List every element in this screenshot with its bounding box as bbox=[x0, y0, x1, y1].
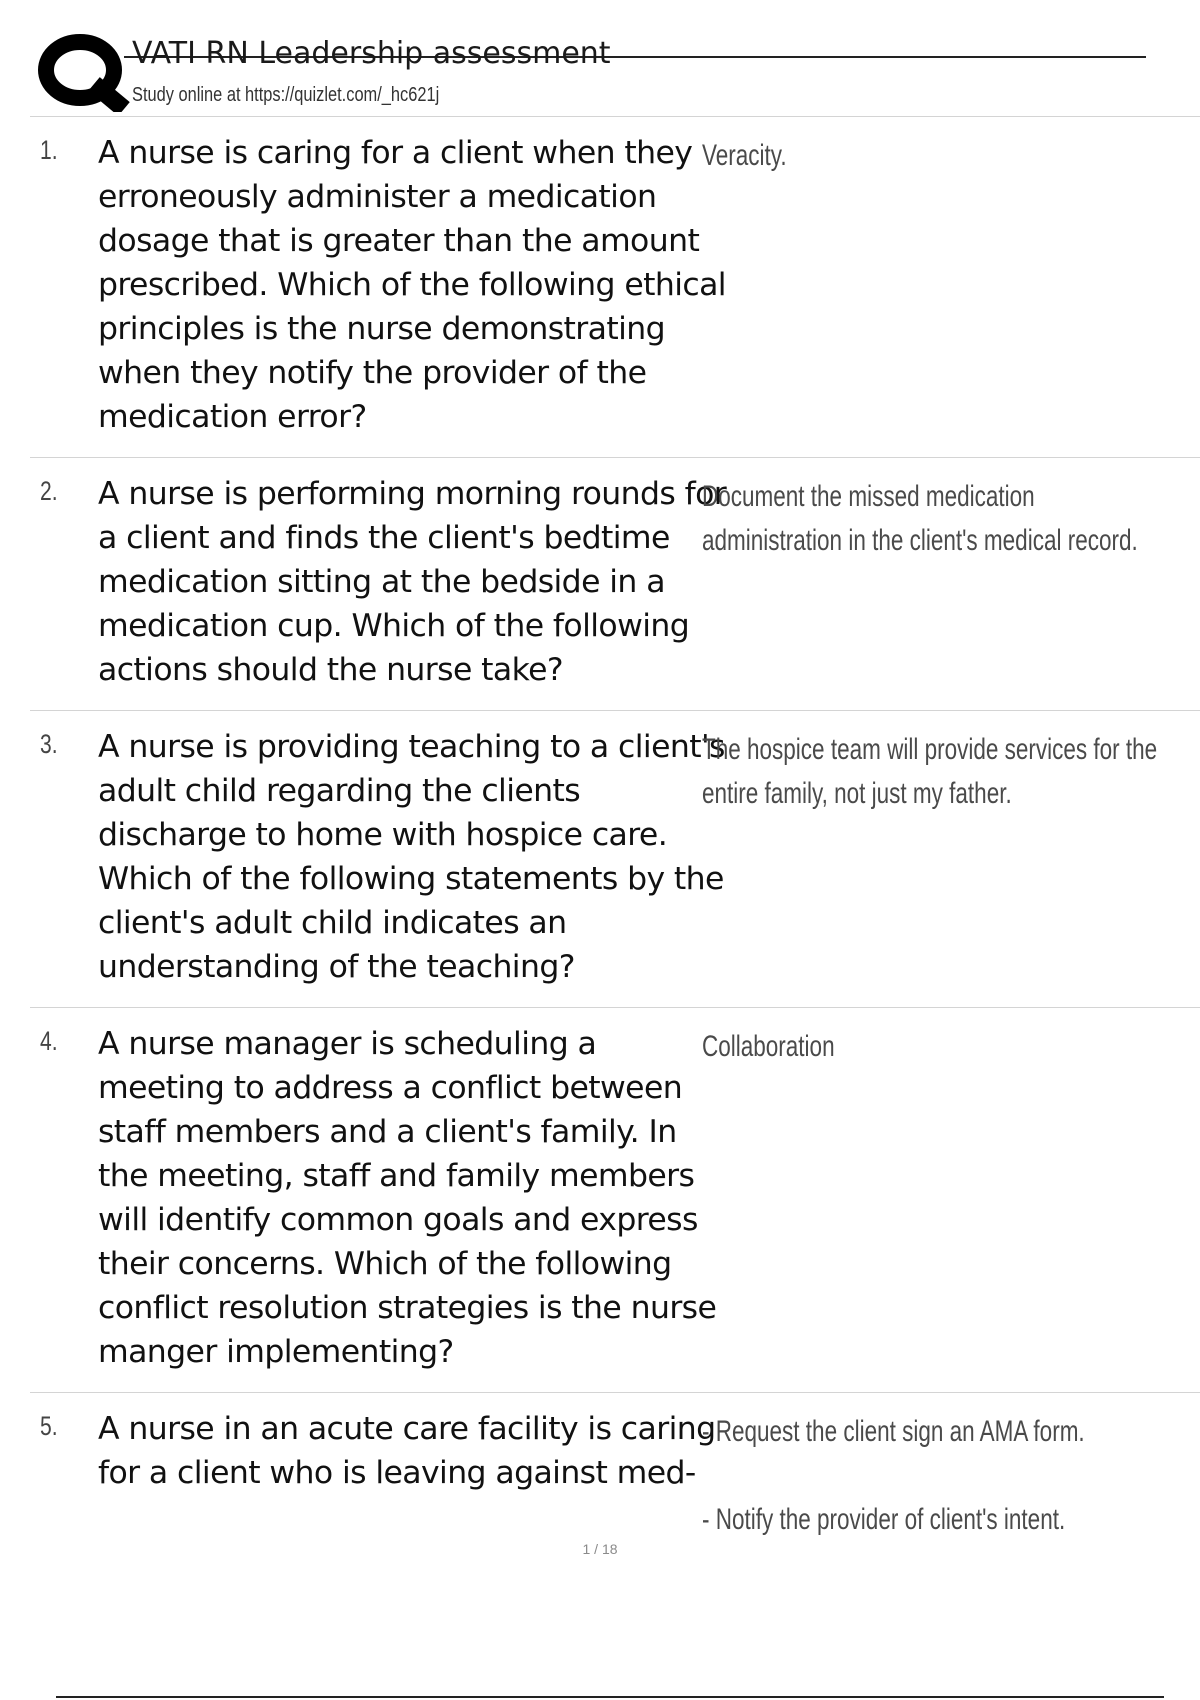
flashcard-row bbox=[30, 711, 1200, 1008]
quizlet-logo-icon bbox=[32, 30, 136, 112]
card-term: A nurse is providing teaching to a client's adult child regarding the clients discharge to home with hospice care. Which of the following statements by the client's adult child indicates an understanding of the teaching? bbox=[98, 729, 725, 985]
card-definition: Document the missed medication administration in the client's medical record. bbox=[702, 480, 1138, 557]
card-number: 1. bbox=[40, 135, 58, 165]
card-term: A nurse manager is scheduling a meeting to address a conflict between staff members and a client's family. In the meeting, staff and family members will identify common goals and express their concerns. Which of the following conflict resolution strategies is the nurse manger implementing? bbox=[98, 1026, 717, 1370]
flashcard-row bbox=[30, 117, 1200, 458]
card-definition: Collaboration bbox=[702, 1030, 835, 1063]
bottom-divider bbox=[56, 1696, 1164, 1698]
card-definition: Veracity. bbox=[702, 139, 787, 172]
page-header bbox=[28, 26, 1146, 110]
page-title: VATI RN Leadership assessment bbox=[132, 36, 611, 71]
card-term: A nurse is performing morning rounds for a client and finds the client's bedtime medication sitting at the bedside in a medication cup. Which of the following actions should the nurse take? bbox=[98, 476, 727, 688]
card-term: A nurse in an acute care facility is caring for a client who is leaving against med- bbox=[98, 1411, 716, 1491]
card-definition: The hospice team will provide services for the entire family, not just my father. bbox=[702, 733, 1158, 810]
flashcard-list bbox=[30, 117, 1200, 1543]
flashcard-row bbox=[30, 1393, 1200, 1543]
card-number: 5. bbox=[40, 1411, 58, 1441]
card-term: A nurse is caring for a client when they erroneously administer a medication dosage that is greater than the amount prescribed. Which of the following ethical principles is the nurse demonstrating when they notify the provider of the medication error? bbox=[98, 135, 726, 435]
page-number: 1 / 18 bbox=[582, 1541, 618, 1557]
flashcard-row bbox=[30, 458, 1200, 711]
card-number: 3. bbox=[40, 729, 58, 759]
card-number: 4. bbox=[40, 1026, 58, 1056]
card-number: 2. bbox=[40, 476, 58, 506]
study-online-link[interactable]: Study online at https://quizlet.com/_hc621j bbox=[132, 84, 440, 106]
card-definition: - Request the client sign an AMA form. - Notify the provider of client's intent. bbox=[702, 1415, 1085, 1536]
flashcard-row bbox=[30, 1008, 1200, 1393]
